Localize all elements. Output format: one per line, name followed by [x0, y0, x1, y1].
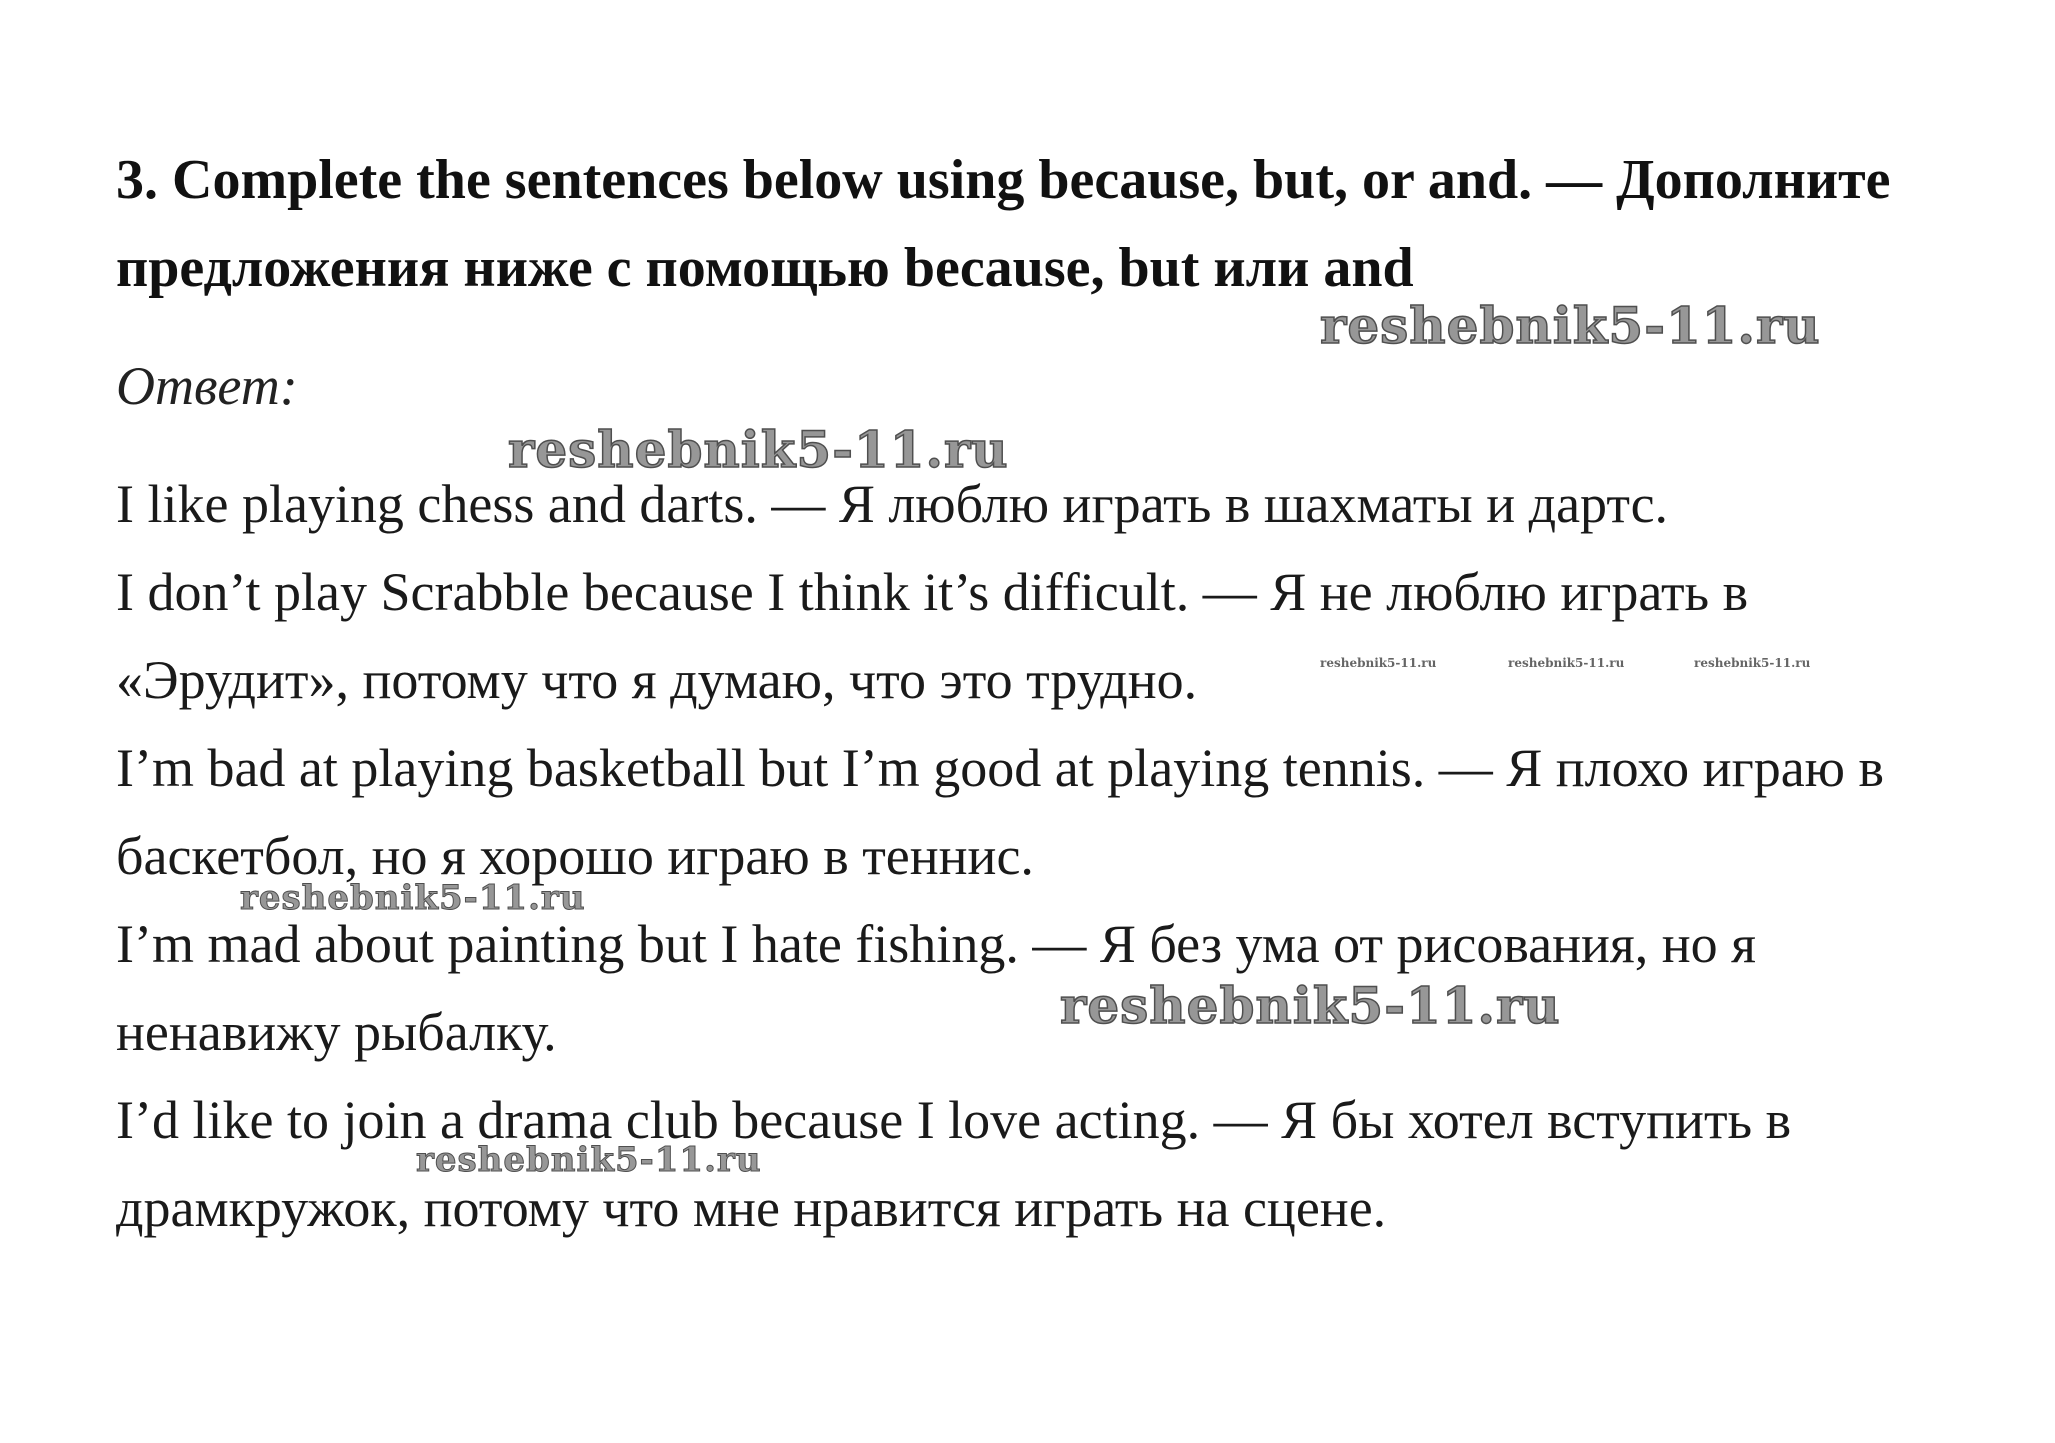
answer-sentence-2: I don’t play Scrabble because I think it’s difficult. — Я не люблю играть в «Эрудит», потому что я думаю, что это трудно. [116, 562, 1749, 710]
watermark-logo: reshebnik5-11.ru [1508, 656, 1625, 670]
answer-label: Ответ: [116, 356, 298, 416]
watermark-logo: reshebnik5-11.ru [1694, 656, 1811, 670]
watermark-logo: reshebnik5-11.ru [416, 1140, 762, 1180]
watermark-logo: reshebnik5-11.ru [1060, 976, 1561, 1035]
answer-sentence-5: I’d like to join a drama club because I love acting. — Я бы хотел вступить в драмкружок, потому что мне нравится играть на сцене. [116, 1090, 1792, 1238]
answer-sentence-3: I’m bad at playing basketball but I’m good at playing tennis. — Я плохо играю в баскетбол, но я хорошо играю в теннис. [116, 738, 1885, 886]
watermark-logo: reshebnik5-11.ru [240, 878, 586, 918]
exercise-heading: 3. Complete the sentences below using because, but, or and. — Дополните предложения ниже с помощью because, but или and [116, 149, 1891, 299]
answer-sentence-4: I’m mad about painting but I hate fishing. — Я без ума от рисования, но я ненавижу рыбалку. [116, 914, 1756, 1062]
watermark-logo: reshebnik5-11.ru [1320, 296, 1821, 355]
watermark-logo: reshebnik5-11.ru [1320, 656, 1437, 670]
watermark-logo: reshebnik5-11.ru [508, 420, 1009, 479]
answer-list [116, 460, 1916, 1252]
answer-sentence-1: I like playing chess and darts. — Я люблю играть в шахматы и дартс. [116, 474, 1669, 534]
